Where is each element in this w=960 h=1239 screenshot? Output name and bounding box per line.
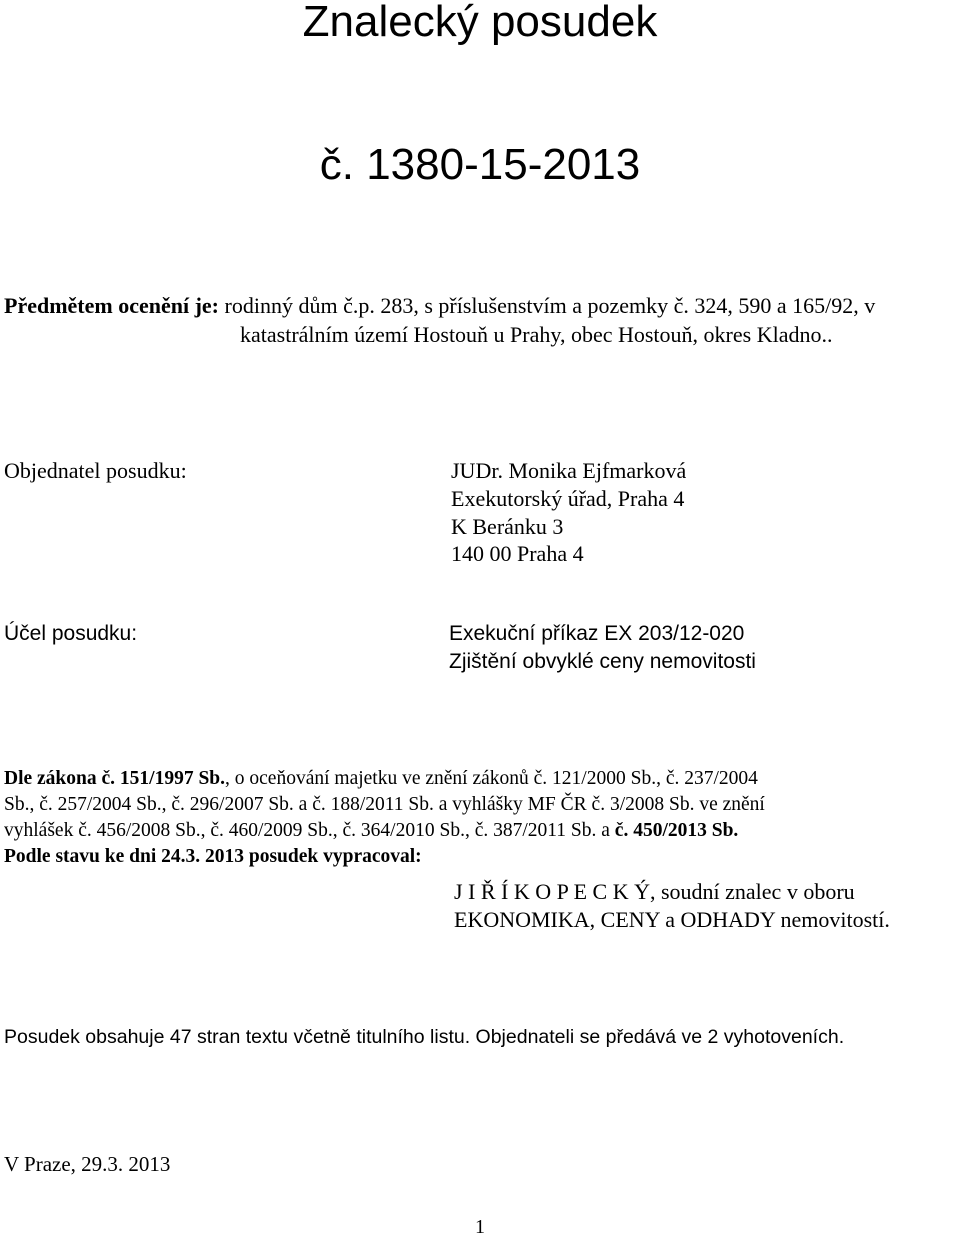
subject-label: Předmětem ocenění je: (4, 293, 220, 318)
prepared-by-line: Podle stavu ke dni 24.3. 2013 posudek vypracoval: (4, 846, 422, 867)
purpose-line-2: Zjištění obvyklé ceny nemovitosti (449, 650, 756, 673)
law-line-2: Sb., č. 257/2004 Sb., č. 296/2007 Sb. a č. 188/2011 Sb. a vyhlášky MF ČR č. 3/2008 Sb. ve znění (4, 794, 765, 815)
contents-note: Posudek obsahuje 47 stran textu včetně titulního listu. Objednateli se předává ve 2 vyhotoveních. (4, 1026, 845, 1048)
client-street: K Beránku 3 (451, 514, 564, 539)
law-reference: Dle zákona č. 151/1997 Sb. (4, 768, 226, 789)
place-date: V Praze, 29.3. 2013 (4, 1152, 171, 1176)
subject-text-2: katastrálním území Hostouň u Prahy, obec Hostouň, okres Kladno.. (240, 322, 833, 347)
client-office: Exekutorský úřad, Praha 4 (451, 486, 685, 511)
subject-text-1: rodinný dům č.p. 283, s příslušenstvím a pozemky č. 324, 590 a 165/92, v (219, 293, 876, 318)
purpose-label: Účel posudku: (4, 622, 138, 645)
page-number: 1 (475, 1216, 485, 1238)
client-label: Objednatel posudku: (4, 458, 187, 483)
client-name: JUDr. Monika Ejfmarková (451, 458, 687, 483)
law-line-1: Dle zákona č. 151/1997 Sb., o oceňování majetku ve znění zákonů č. 121/2000 Sb., č. 237/2004 (4, 768, 758, 789)
client-city: 140 00 Praha 4 (451, 541, 584, 566)
expert-field: EKONOMIKA, CENY a ODHADY nemovitostí. (454, 907, 890, 932)
expert-name: J I Ř Í K O P E C K Ý, soudní znalec v oboru (454, 879, 855, 904)
law-block (4, 766, 956, 870)
purpose-line-1: Exekuční příkaz EX 203/12-020 (449, 622, 745, 645)
subject-line-1 (4, 293, 875, 319)
document-title: Znalecký posudek (302, 0, 658, 46)
law-line-3: vyhlášek č. 456/2008 Sb., č. 460/2009 Sb., č. 364/2010 Sb., č. 387/2011 Sb. a č. 450/2013 Sb. (4, 820, 739, 841)
document-number: č. 1380-15-2013 (319, 140, 641, 189)
